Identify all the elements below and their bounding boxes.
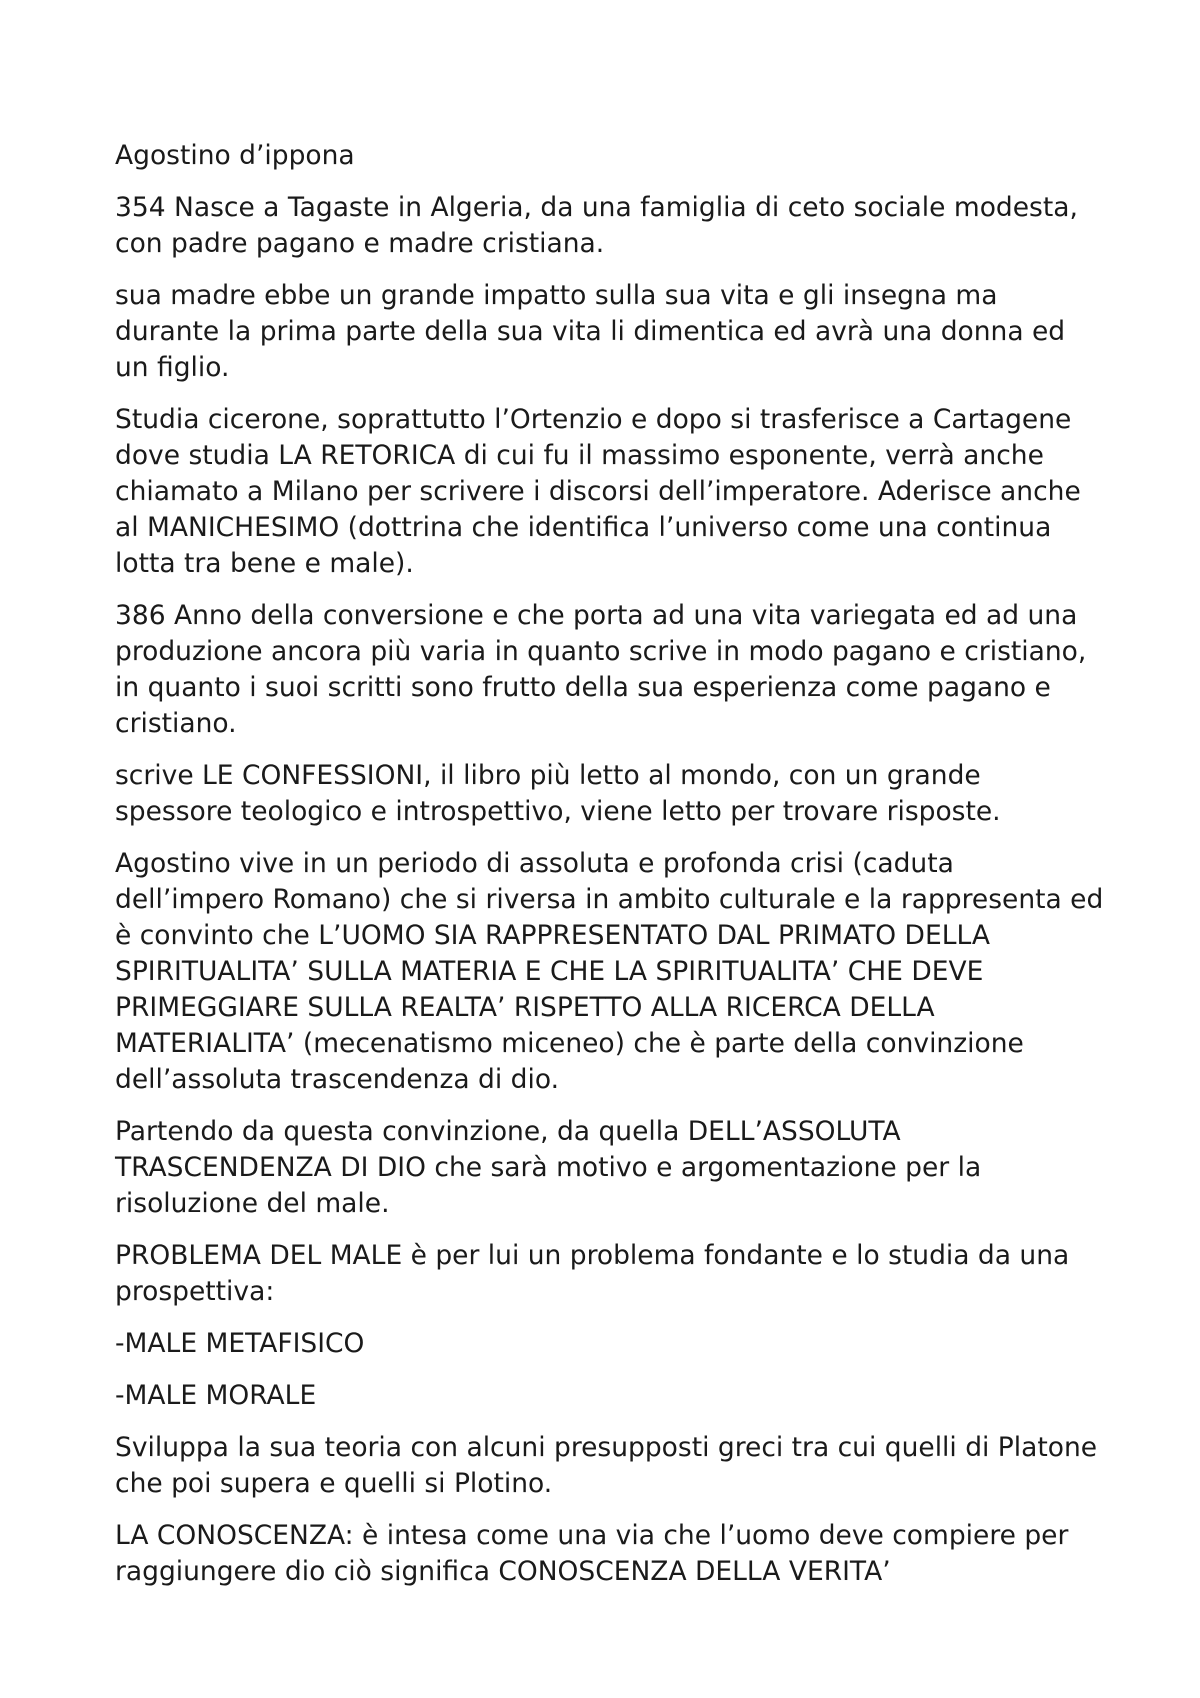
paragraph-mother: sua madre ebbe un grande impatto sulla sua vita e gli insegna ma durante la prima parte della sua vita li dimentica ed avrà una donna ed un figlio. <box>115 280 1066 383</box>
paragraph-birth: 354 Nasce a Tagaste in Algeria, da una famiglia di ceto sociale modesta, con padre pagano e madre cristiana. <box>115 192 1078 259</box>
document-title: Agostino d’ippona <box>115 140 355 171</box>
paragraph-conversion: 386 Anno della conversione e che porta ad una vita variegata ed ad una produzione ancora più varia in quanto scrive in modo pagano e cristiano, in quanto i suoi scritti sono frutto della sua esperienza come pagano e cristiano. <box>115 600 1087 739</box>
list-item-metaphysical-evil: -MALE METAFISICO <box>115 1328 365 1359</box>
paragraph-confessions: scrive LE CONFESSIONI, il libro più letto al mondo, con un grande spessore teologico e introspettivo, viene letto per trovare risposte. <box>115 760 1001 827</box>
paragraph-knowledge: LA CONOSCENZA: è intesa come una via che l’uomo deve compiere per raggiungere dio ciò significa CONOSCENZA DELLA VERITA’ <box>115 1520 1069 1587</box>
list-item-moral-evil: -MALE MORALE <box>115 1380 317 1411</box>
document-page <box>115 138 1105 1606</box>
paragraph-transcendence: Partendo da questa convinzione, da quella DELL’ASSOLUTA TRASCENDENZA DI DIO che sarà motivo e argomentazione per la risoluzione del male. <box>115 1116 982 1219</box>
paragraph-problem-of-evil: PROBLEMA DEL MALE è per lui un problema fondante e lo studia da una prospettiva: <box>115 1240 1070 1307</box>
paragraph-theory: Sviluppa la sua teoria con alcuni presupposti greci tra cui quelli di Platone che poi supera e quelli si Plotino. <box>115 1432 1098 1499</box>
paragraph-crisis: Agostino vive in un periodo di assoluta e profonda crisi (caduta dell’impero Romano) che si riversa in ambito culturale e la rappresenta ed è convinto che L’UOMO SIA RAPPRESENTATO DAL PRIMATO DELLA SPIRITUALITA’ SULLA MATERIA E CHE LA SPIRITUALITA’ CHE DEVE PRIMEGGIARE SULLA REALTA’ RISPETTO ALLA RICERCA DELLA MATERIALITA’ (mecenatismo miceneo) che è parte della convinzione dell’assoluta trascendenza di dio. <box>115 848 1104 1095</box>
paragraph-studies: Studia cicerone, soprattutto l’Ortenzio e dopo si trasferisce a Cartagene dove studia LA RETORICA di cui fu il massimo esponente, verrà anche chiamato a Milano per scrivere i discorsi dell’imperatore. Aderisce anche al MANICHESIMO (dottrina che identifica l’universo come una continua lotta tra bene e male). <box>115 404 1081 579</box>
